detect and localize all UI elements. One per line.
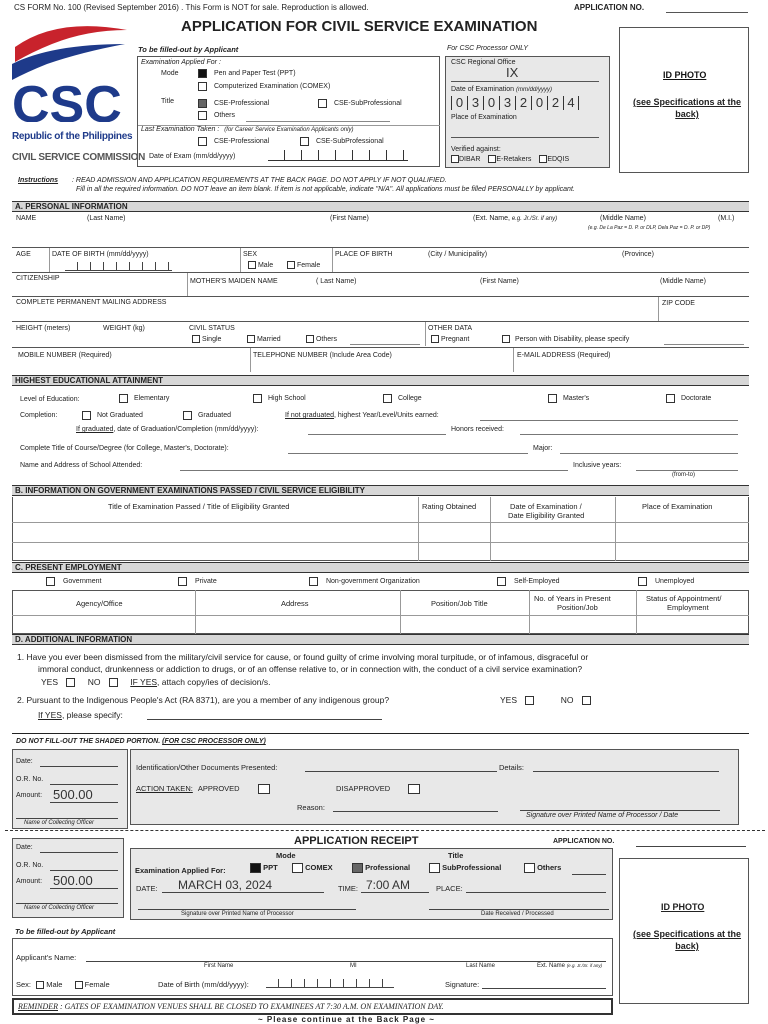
- major-label: Major:: [533, 445, 553, 452]
- emp-col-years2: Position/Job: [557, 603, 598, 612]
- last-sub-checkbox[interactable]: [300, 137, 309, 146]
- elig-col-date2: Date Eligibility Granted: [508, 511, 585, 520]
- id-photo-label: ID PHOTO: [663, 70, 707, 80]
- name-label: NAME: [16, 215, 37, 222]
- rcpt-amount-value: 500.00: [53, 873, 93, 888]
- rcpt-amount-label: Amount:: [16, 878, 43, 885]
- receipt-app-no: APPLICATION NO.: [553, 838, 615, 845]
- id-photo-spec: (see Specifications at the back): [632, 97, 742, 119]
- emp-col-status: Status of Appointment/: [646, 594, 722, 603]
- elig-col-date: Date of Examination /: [510, 502, 582, 511]
- q2-specify: If YES, please specify:: [38, 710, 123, 720]
- rcpt-exam-applied: Examination Applied For:: [135, 866, 226, 875]
- sex-label: SEX: [243, 251, 258, 258]
- rcpt-mi-label: MI: [350, 963, 357, 969]
- first-name-label: (First Name): [330, 215, 369, 222]
- rcpt-date-exam-value: MARCH 03, 2024: [178, 878, 273, 892]
- proc-collecting-label: Name of Collecting Officer: [24, 820, 95, 826]
- rule: [50, 888, 118, 889]
- elig-col-title: Title of Examination Passed / Title of Eligibility Granted: [108, 502, 290, 511]
- rcpt-signature-line[interactable]: [482, 988, 606, 989]
- mother-middle-label: (Middle Name): [660, 278, 706, 285]
- title-sub-option[interactable]: CSE-SubProfessional: [318, 99, 402, 108]
- proc-date-label: Date:: [16, 758, 33, 765]
- rule: [195, 590, 196, 634]
- date-exam-field[interactable]: [268, 150, 408, 161]
- grad-date-line[interactable]: [308, 434, 446, 435]
- section-education: HIGHEST EDUCATIONAL ATTAINMENT: [12, 375, 749, 386]
- reminder-text: REMINDER : GATES OF EXAMINATION VENUES SHALL BE CLOSED TO EXAMINEES AT 7:30 A.M. ON EXAMINATION DAY.: [18, 1002, 444, 1011]
- rule: [12, 321, 749, 322]
- city-label: (City / Municipality): [428, 251, 488, 258]
- rcpt-or-label: O.R. No.: [16, 862, 44, 869]
- others-line[interactable]: [246, 121, 390, 122]
- email-label: E-MAIL ADDRESS (Required): [517, 352, 611, 359]
- others-checkbox[interactable]: [198, 111, 207, 120]
- elig-col-rating: Rating Obtained: [422, 502, 477, 511]
- last-pro-option[interactable]: CSE-Professional: [198, 137, 269, 146]
- rule: [529, 590, 530, 634]
- details-label: Details:: [499, 763, 525, 772]
- rule[interactable]: [572, 874, 606, 875]
- not-grad-option[interactable]: Not Graduated: [82, 411, 143, 420]
- age-label: AGE: [16, 251, 31, 258]
- level-label: Level of Education:: [20, 396, 80, 403]
- rule: [12, 296, 749, 297]
- rule: [16, 818, 118, 819]
- emp-col-position: Position/Job Title: [431, 599, 488, 608]
- verified-options[interactable]: DIBAR E-Retakers EDQIS: [451, 155, 569, 163]
- emp-self-option[interactable]: Self-Employed: [497, 577, 559, 586]
- emp-unemployed-option[interactable]: Unemployed: [638, 577, 694, 586]
- rcpt-last-label: Last Name: [466, 963, 496, 969]
- date-exam-label: Date of Exam (mm/dd/yyyy): [149, 153, 236, 160]
- rcpt-applicant-label: To be filled-out by Applicant: [15, 927, 116, 936]
- cut-line: [5, 830, 765, 831]
- disapproved-option[interactable]: DISAPPROVED: [336, 784, 420, 794]
- rcpt-place-label: PLACE:: [436, 884, 463, 893]
- employment-table: [12, 590, 749, 634]
- rcpt-date-exam-label: DATE:: [136, 884, 158, 893]
- region-value: IX: [506, 65, 519, 80]
- emp-col-address: Address: [281, 599, 309, 608]
- rule: [240, 248, 241, 272]
- q2-answers[interactable]: YES NO: [500, 695, 591, 705]
- question1-line1: 1. Have you ever been dismissed from the military/civil service for cause, or found guilty of crime involving moral turpitude, or of infamous, disgraceful or: [17, 652, 589, 662]
- rcpt-title-label: Title: [448, 851, 464, 860]
- civil-others-option[interactable]: Others: [306, 335, 337, 343]
- application-number-line[interactable]: [666, 12, 748, 13]
- rule: [12, 347, 749, 348]
- csc-logo: [12, 22, 146, 168]
- region-line: [451, 81, 599, 82]
- processor-box-label: For CSC Processor ONLY: [447, 45, 529, 52]
- rcpt-date-label: Date:: [16, 844, 33, 851]
- address-label: COMPLETE PERMANENT MAILING ADDRESS: [16, 299, 167, 306]
- middle-name-label: (Middle Name): [600, 215, 646, 222]
- emp-col-status2: Employment: [667, 603, 709, 612]
- mobile-label: MOBILE NUMBER (Required): [18, 352, 112, 359]
- last-pro-checkbox[interactable]: [198, 137, 207, 146]
- place-line[interactable]: [451, 137, 599, 138]
- rcpt-dob-label: Date of Birth (mm/dd/yyyy):: [158, 980, 249, 989]
- if-not-grad-label: If not graduated, highest Year/Level/Units earned:: [285, 412, 439, 419]
- processor-signature-line[interactable]: [520, 810, 720, 811]
- instructions-label: Instructions: [18, 177, 59, 184]
- title-label: Title: [161, 98, 174, 105]
- emp-col-agency: Agency/Office: [76, 599, 123, 608]
- ext-name-label: (Ext. Name, e.g. Jr./Sr. if any): [473, 215, 558, 222]
- reason-line[interactable]: [333, 811, 498, 812]
- rcpt-mode-label: Mode: [276, 851, 296, 860]
- processor-warning: DO NOT FILL-OUT THE SHADED PORTION. (FOR CSC PROCESSOR ONLY): [16, 738, 266, 745]
- question2: 2. Pursuant to the Indigenous People's Act (RA 8371), are you a member of any indigenous group?: [17, 695, 390, 705]
- telephone-label: TELEPHONE NUMBER (Include Area Code): [253, 352, 392, 359]
- section-employment: C. PRESENT EMPLOYMENT: [12, 562, 749, 573]
- rule: [250, 348, 251, 372]
- pob-label: PLACE OF BIRTH: [335, 251, 393, 258]
- rule: [636, 590, 637, 634]
- application-number-label: APPLICATION NO.: [574, 3, 645, 12]
- rcpt-ext-label: Ext. Name (e.g. Jr./Sr. if any): [537, 963, 603, 969]
- svg-text:CSC: CSC: [12, 76, 122, 122]
- sex-female-option[interactable]: Female: [287, 261, 320, 269]
- rule: [12, 542, 749, 543]
- proc-amount-value: 500.00: [53, 787, 93, 802]
- rule: [12, 733, 749, 734]
- rule: [513, 348, 514, 372]
- rcpt-sex[interactable]: Sex: Male Female: [16, 980, 110, 989]
- masters-option[interactable]: Master's: [548, 394, 589, 403]
- applicant-name-line[interactable]: [86, 961, 606, 962]
- rule[interactable]: [429, 909, 609, 910]
- receipt-app-no-line[interactable]: [636, 846, 746, 847]
- rule: [187, 273, 188, 296]
- zip-label: ZIP CODE: [662, 300, 695, 307]
- form-title: APPLICATION FOR CIVIL SERVICE EXAMINATION: [181, 18, 538, 35]
- form-number: CS FORM No. 100 (Revised September 2016) . This Form is NOT for sale. Reproduction is allowed.: [14, 3, 369, 12]
- region-label: CSC Regional Office: [451, 59, 516, 66]
- exam-applied-label: Examination Applied For :: [141, 59, 221, 66]
- section-personal-info: A. PERSONAL INFORMATION: [12, 201, 749, 212]
- inclusive-label: Inclusive years:: [573, 462, 622, 469]
- rule: [16, 903, 118, 904]
- emp-private-option[interactable]: Private: [178, 577, 217, 586]
- honors-line[interactable]: [520, 434, 738, 435]
- school-line[interactable]: [180, 470, 568, 471]
- date-exam-proc-label: Date of Examination (mm/dd/yyyy): [451, 86, 552, 93]
- emp-col-years: No. of Years in Present: [534, 594, 611, 603]
- middle-note: (e.g. De La Paz = D. P. or DLP, Dela Paz = D. P. or DP): [588, 225, 711, 231]
- rcpt-others-option[interactable]: Others: [524, 863, 561, 873]
- civil-others-line[interactable]: [350, 344, 420, 345]
- question1-line2: immoral conduct, drunkenness or addiction to drugs, or of an offense relative to, or in connection with, the conduct of a civil service examination?: [38, 664, 583, 674]
- footer-continue: ~ Please continue at the Back Page ~: [258, 1015, 435, 1024]
- hs-option[interactable]: High School: [253, 394, 306, 403]
- logo-country: Republic of the Philippines: [12, 131, 133, 142]
- proc-amount-line: [50, 802, 118, 803]
- rcpt-or-line[interactable]: [50, 870, 118, 871]
- rule: [361, 892, 429, 893]
- date-digits[interactable]: 0 3 0 3 2 0 2 4: [451, 96, 579, 110]
- honors-label: Honors received:: [451, 426, 504, 433]
- pro-checkbox[interactable]: [198, 99, 207, 108]
- proc-or-line[interactable]: [50, 784, 118, 785]
- action-taken[interactable]: ACTION TAKEN: APPROVED: [136, 784, 270, 794]
- rcpt-comex-option[interactable]: COMEX: [292, 863, 333, 873]
- dob-label: DATE OF BIRTH (mm/dd/yyyy): [52, 251, 149, 258]
- rule: [49, 248, 50, 272]
- rcpt-place-line[interactable]: [466, 892, 606, 893]
- elem-option[interactable]: Elementary: [119, 394, 169, 403]
- instructions-line2: Fill in all the required information. DO NOT leave an item blank. If item is not applicable, indicate "N/A". All applications must be filled PERSONALLY by applicant.: [76, 186, 575, 193]
- rcpt-pro-option[interactable]: Professional: [352, 863, 410, 873]
- rule: [12, 247, 749, 248]
- rcpt-time-label: TIME:: [338, 884, 358, 893]
- place-label: Place of Examination: [451, 114, 517, 121]
- college-option[interactable]: College: [383, 394, 422, 403]
- title-pro-option[interactable]: CSE-Professional: [198, 99, 269, 108]
- mode-comex-option[interactable]: Computerized Examination (COMEX): [198, 82, 330, 91]
- specify-line[interactable]: [147, 719, 382, 720]
- rcpt-signature-label: Signature:: [445, 980, 480, 989]
- dob-field[interactable]: [65, 262, 172, 271]
- reason-label: Reason:: [297, 803, 325, 812]
- pwd-option[interactable]: Person with Disability, please specify: [502, 335, 629, 343]
- mother-first-label: (First Name): [480, 278, 519, 285]
- mode-label: Mode: [161, 70, 179, 77]
- rcpt-ppt-option[interactable]: PPT: [250, 863, 278, 873]
- civil-status-label: CIVIL STATUS: [189, 325, 235, 332]
- rule: [418, 497, 419, 561]
- instructions-line1: : READ ADMISSION AND APPLICATION REQUIREMENTS AT THE BACK PAGE. DO NOT APPLY IF NOT QUALIFIED.: [72, 177, 447, 184]
- other-data-label: OTHER DATA: [428, 325, 473, 332]
- units-line[interactable]: [480, 420, 738, 421]
- height-label: HEIGHT (meters): [16, 325, 71, 332]
- fromto-label: (from-to): [672, 472, 695, 478]
- receipt-id-photo-spec: (see Specifications at the back): [632, 929, 742, 951]
- civil-married-option[interactable]: Married: [247, 335, 281, 343]
- elig-col-place: Place of Examination: [642, 502, 713, 511]
- pwd-line[interactable]: [664, 344, 744, 345]
- weight-label: WEIGHT (kg): [103, 325, 145, 332]
- pregnant-option[interactable]: Pregnant: [431, 335, 469, 343]
- proc-amount-label: Amount:: [16, 792, 43, 799]
- last-name-label: (Last Name): [87, 215, 126, 222]
- rule: [162, 892, 324, 893]
- rcpt-time-value: 7:00 AM: [366, 878, 411, 892]
- rule: [332, 248, 333, 272]
- last-sub-option[interactable]: CSE-SubProfessional: [300, 137, 384, 146]
- rcpt-applicant-name: Applicant's Name:: [16, 953, 77, 962]
- mother-label: MOTHER'S MAIDEN NAME: [190, 278, 278, 285]
- id-docs-line[interactable]: [305, 771, 497, 772]
- rule: [400, 590, 401, 634]
- completion-label: Completion:: [20, 412, 58, 419]
- verified-label: Verified against:: [451, 146, 501, 153]
- last-exam-label: Last Examination Taken : (for Career Service Examination Applicants only): [141, 126, 354, 133]
- emp-ngo-option[interactable]: Non-government Organization: [309, 577, 420, 586]
- rcpt-collecting-label: Name of Collecting Officer: [24, 905, 95, 911]
- receipt-title: APPLICATION RECEIPT: [294, 835, 419, 847]
- course-line[interactable]: [288, 453, 528, 454]
- grad-option[interactable]: Graduated: [183, 411, 231, 420]
- rule: [12, 522, 749, 523]
- inclusive-line[interactable]: [636, 470, 738, 471]
- major-line[interactable]: [560, 453, 738, 454]
- mi-label: (M.I.): [718, 215, 735, 222]
- sub-checkbox[interactable]: [318, 99, 327, 108]
- ppt-checkbox[interactable]: [198, 69, 207, 78]
- course-label: Complete Title of Course/Degree (for College, Master's, Doctorate):: [20, 445, 229, 452]
- rcpt-date-line[interactable]: [40, 852, 118, 853]
- sex-male-option[interactable]: Male: [248, 261, 273, 269]
- rule: [658, 297, 659, 321]
- q1-answers[interactable]: YES NO IF YES, attach copy/ies of decision/s.: [41, 677, 271, 687]
- rcpt-date-received: Date Received / Processed: [481, 911, 554, 917]
- if-grad-label: If graduated, date of Graduation/Completion (mm/dd/yyyy):: [76, 426, 259, 433]
- doctorate-option[interactable]: Doctorate: [666, 394, 711, 403]
- section-eligibility: B. INFORMATION ON GOVERNMENT EXAMINATIONS PASSED / CIVIL SERVICE ELIGIBILITY: [12, 485, 749, 496]
- citizenship-label: CITIZENSHIP: [16, 275, 60, 282]
- rule: [490, 497, 491, 561]
- comex-checkbox[interactable]: [198, 82, 207, 91]
- rule: [425, 322, 426, 346]
- rcpt-dob-field[interactable]: [266, 979, 394, 988]
- section-additional: D. ADDITIONAL INFORMATION: [12, 634, 749, 645]
- details-line[interactable]: [533, 771, 719, 772]
- rcpt-sig-processor: Signature over Printed Name of Processor: [181, 911, 294, 917]
- mother-last-label: ( Last Name): [316, 278, 357, 285]
- title-others-option[interactable]: Others: [198, 111, 235, 120]
- logo-commission: CIVIL SERVICE COMMISSION: [12, 152, 146, 163]
- rcpt-first-label: First Name: [204, 963, 234, 969]
- rule: [615, 497, 616, 561]
- receipt-id-photo-label: ID PHOTO: [661, 902, 705, 912]
- rule: [12, 272, 749, 273]
- emp-gov-option[interactable]: Government: [46, 577, 101, 586]
- applicant-box-label: To be filled-out by Applicant: [138, 45, 239, 54]
- proc-date-line[interactable]: [40, 766, 118, 767]
- id-docs-label: Identification/Other Documents Presented:: [136, 763, 278, 772]
- rule: [12, 615, 749, 616]
- province-label: (Province): [622, 251, 654, 258]
- mode-ppt-option[interactable]: Pen and Paper Test (PPT): [198, 69, 296, 78]
- proc-or-label: O.R. No.: [16, 776, 44, 783]
- rcpt-subpro-option[interactable]: SubProfessional: [429, 863, 501, 873]
- civil-single-option[interactable]: Single: [192, 335, 221, 343]
- school-label: Name and Address of School Attended:: [20, 462, 143, 469]
- processor-signature-label: Signature over Printed Name of Processor / Date: [526, 812, 679, 819]
- rule[interactable]: [138, 909, 356, 910]
